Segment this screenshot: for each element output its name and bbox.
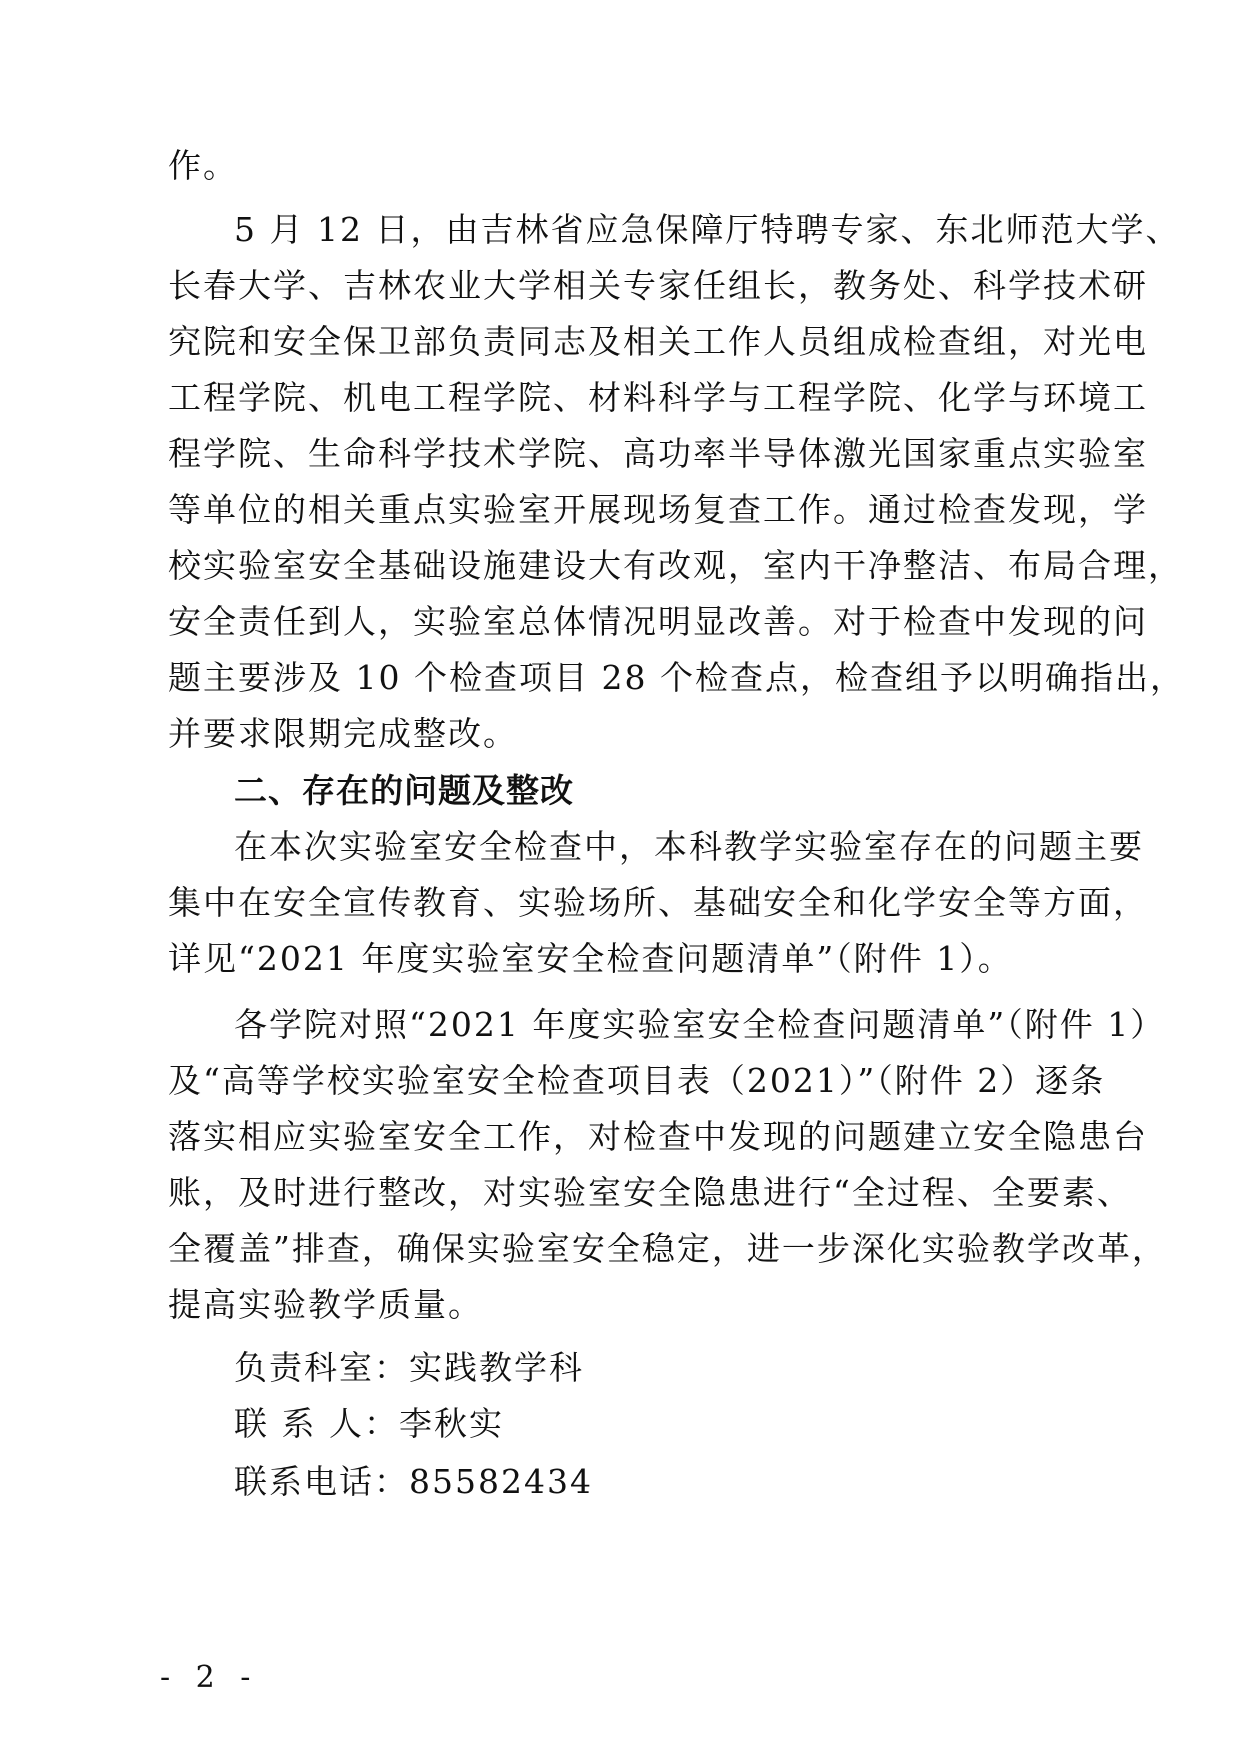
- paragraph-4-line-5: 全覆盖”排查，确保实验室安全稳定，进一步深化实验教学改革，: [168, 1229, 1167, 1268]
- paragraph-2-line-4: 工程学院、机电工程学院、材料科学与工程学院、化学与环境工: [168, 378, 1148, 417]
- paragraph-3-line-2: 集中在安全宣传教育、实验场所、基础安全和化学安全等方面，: [168, 883, 1148, 922]
- contact-department-value: 实践教学科: [409, 1348, 584, 1387]
- paragraph-1-end: 作。: [168, 146, 238, 185]
- contact-person: [234, 1404, 1080, 1444]
- paragraph-2-line-6: 等单位的相关重点实验室开展现场复查工作。通过检查发现，学: [168, 490, 1148, 529]
- paragraph-2-line-7: 校实验室安全基础设施建设大有改观，室内干净整洁、布局合理，: [168, 546, 1183, 585]
- contact-phone-value: 85582434: [409, 1462, 593, 1501]
- paragraph-2-line-3: 究院和安全保卫部负责同志及相关工作人员组成检查组，对光电: [168, 322, 1148, 361]
- paragraph-2-line-1: 5 月 12 日，由吉林省应急保障厅特聘专家、东北师范大学、: [234, 210, 1181, 249]
- paragraph-4-line-4: 账，及时进行整改，对实验室安全隐患进行“全过程、全要素、: [168, 1173, 1132, 1212]
- paragraph-2-line-2: 长春大学、吉林农业大学相关专家任组长，教务处、科学技术研: [168, 266, 1148, 305]
- paragraph-4-line-2: 及“高等学校实验室安全检查项目表（2021）”（附件 2）逐条: [168, 1061, 1106, 1100]
- paragraph-4-line-1: 各学院对照“2021 年度实验室安全检查问题清单”（附件 1）: [234, 1005, 1166, 1044]
- paragraph-4-line-6: 提高实验教学质量。: [168, 1285, 483, 1324]
- paragraph-3-line-1: 在本次实验室安全检查中，本科教学实验室存在的问题主要: [234, 827, 1144, 866]
- contact-phone: [234, 1462, 1080, 1502]
- contact-phone-label: 联系电话：: [234, 1462, 409, 1501]
- contact-person-label: 联 系 人：: [234, 1404, 399, 1443]
- contact-department: [234, 1348, 1080, 1388]
- contact-person-value: 李秋实: [398, 1404, 504, 1443]
- paragraph-4-line-3: 落实相应实验室安全工作，对检查中发现的问题建立安全隐患台: [168, 1117, 1148, 1156]
- paragraph-2-line-5: 程学院、生命科学技术学院、高功率半导体激光国家重点实验室: [168, 434, 1148, 473]
- paragraph-2-line-8: 安全责任到人，实验室总体情况明显改善。对于检查中发现的问: [168, 602, 1148, 641]
- paragraph-2-line-9: 题主要涉及 10 个检查项目 28 个检查点，检查组予以明确指出，: [168, 658, 1185, 697]
- contact-department-label: 负责科室：: [234, 1348, 409, 1387]
- section-heading-2: 二、存在的问题及整改: [234, 771, 574, 810]
- paragraph-2-line-10: 并要求限期完成整改。: [168, 714, 518, 753]
- page-number: - 2 -: [160, 1660, 259, 1695]
- paragraph-3-line-3: 详见“2021 年度实验室安全检查问题清单”（附件 1）。: [168, 939, 1013, 978]
